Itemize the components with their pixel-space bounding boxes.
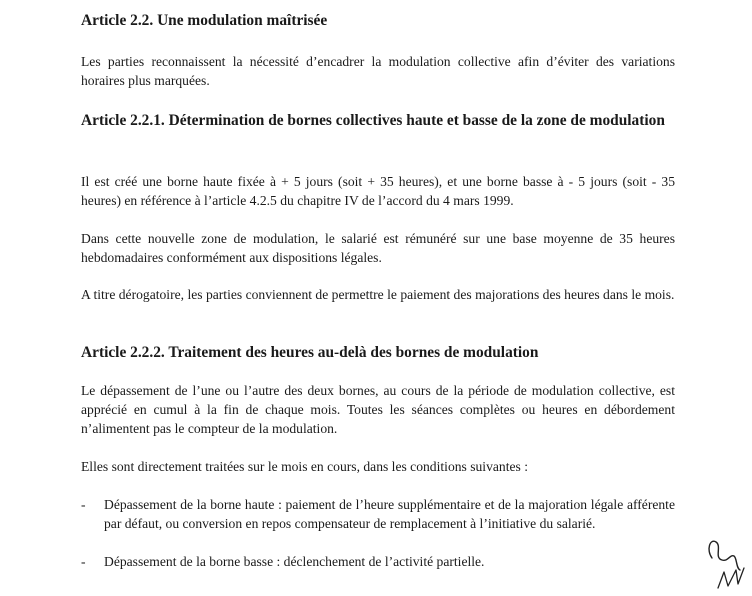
paragraph-2-2: Les parties reconnaissent la nécessité d’encadrer la modulation collective afin d’éviter des variations horaires plus marquées. [81,54,675,88]
list-item-borne-basse [81,552,675,571]
heading-article-2-2-1: Article 2.2.1. Détermination de bornes collectives haute et basse de la zone de modulation [81,112,665,129]
list-item-borne-haute [81,495,675,552]
list-item-text: Dépassement de la borne haute : paiement de l’heure supplémentaire et de la majoration légale afférente par défaut, ou conversion en repos compensateur de remplacement à l’initiative du salarié. [104,497,675,531]
list-item-text: Dépassement de la borne basse : déclenchement de l’activité partielle. [104,554,485,569]
paragraph-2-2-2-b: Elles sont directement traitées sur le mois en cours, dans les conditions suivantes : [81,459,528,474]
paragraph-2-2-2-a: Le dépassement de l’une ou l’autre des deux bornes, au cours de la période de modulation collective, est apprécié en cumul à la fin de chaque mois. Toutes les séances complètes ou heures en débordement n’alimentent pas le compteur de la modulation. [81,383,675,436]
list-dash: - [81,554,86,569]
paragraph-2-2-1-c: A titre dérogatoire, les parties conviennent de permettre le paiement des majorations des heures dans le mois. [81,287,675,302]
paragraph-2-2-1-b: Dans cette nouvelle zone de modulation, le salarié est rémunéré sur une base moyenne de 35 heures hebdomadaires conformément aux dispositions légales. [81,231,675,265]
list-dash: - [81,497,86,512]
heading-article-2-2: Article 2.2. Une modulation maîtrisée [81,12,328,29]
paragraph-2-2-1-a: Il est créé une borne haute fixée à + 5 jours (soit + 35 heures), et une borne basse à - 5 jours (soit - 35 heures) en référence à l’article 4.2.5 du chapitre IV de l’accord du 4 mars 1999. [81,174,675,208]
heading-article-2-2-2: Article 2.2.2. Traitement des heures au-delà des bornes de modulation [81,344,539,361]
handwritten-initials-icon [700,528,752,596]
